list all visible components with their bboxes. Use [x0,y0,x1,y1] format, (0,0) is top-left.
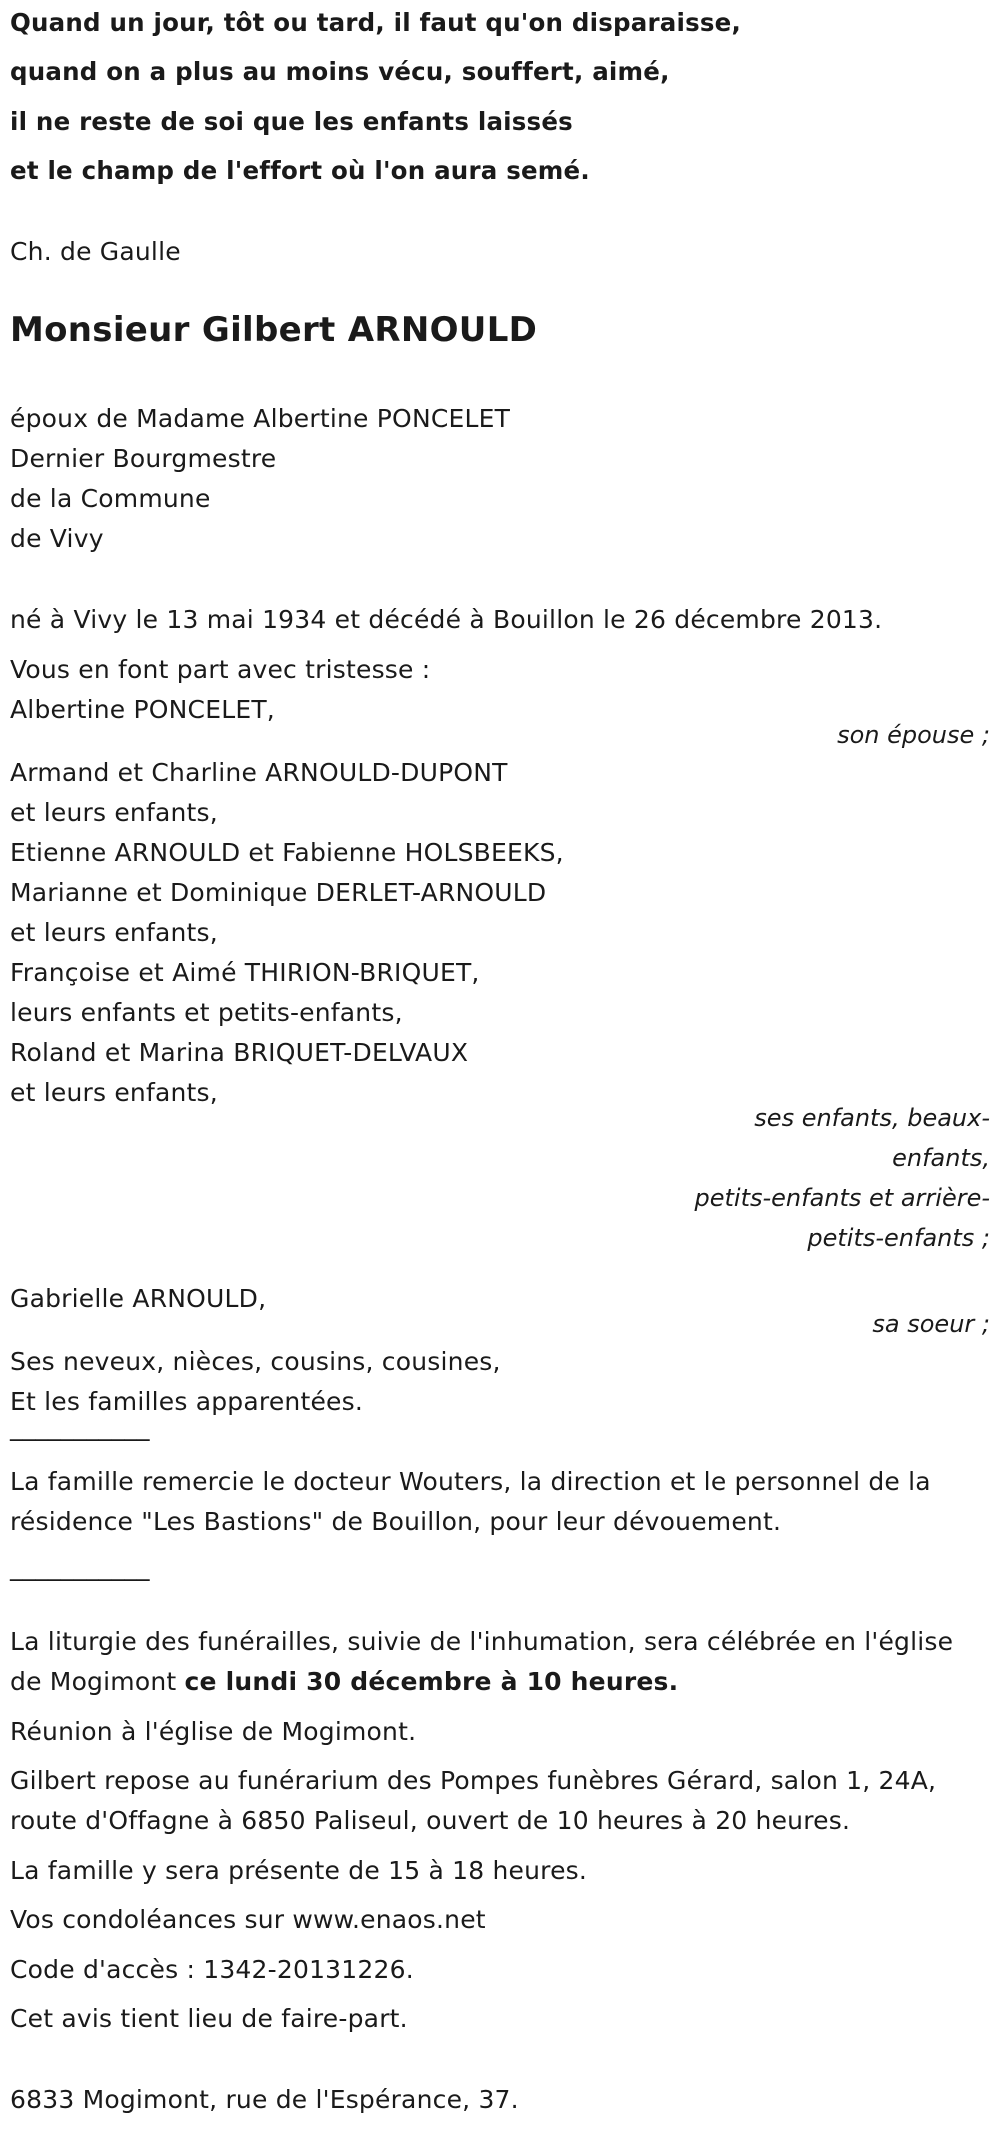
family-address: 6833 Mogimont, rue de l'Espérance, 37. [10,2085,519,2114]
poem-author: Ch. de Gaulle [10,237,181,266]
deceased-detail-4: de Vivy [10,524,104,553]
funeral-rest-2: route d'Offagne à 6850 Paliseul, ouvert de 10 heures à 20 heures. [10,1806,851,1835]
child-line-4: Marianne et Dominique DERLET-ARNOULD [10,878,547,907]
child-line-3: Etienne ARNOULD et Fabienne HOLSBEEKS, [10,838,564,867]
deceased-name: Monsieur Gilbert ARNOULD [10,310,538,350]
separator-2: ___________ [10,1552,150,1581]
access-code: Code d'accès : 1342-20131226. [10,1955,414,1984]
others-line-1: Ses neveux, nièces, cousins, cousines, [10,1347,501,1376]
child-line-8: Roland et Marina BRIQUET-DELVAUX [10,1038,469,1067]
child-line-2: et leurs enfants, [10,798,218,827]
thanks-line-1: La famille remercie le docteur Wouters, la direction et le personnel de la [10,1467,931,1496]
spouse-name: Albertine PONCELET, [10,695,275,724]
spouse-relation: son épouse ; [837,721,990,749]
notice-line: Cet avis tient lieu de faire-part. [10,2004,408,2033]
child-line-7: leurs enfants et petits-enfants, [10,998,403,1027]
thanks-line-2: résidence "Les Bastions" de Bouillon, pour leur dévouement. [10,1507,782,1536]
separator-1: ___________ [10,1412,150,1441]
condolences-line: Vos condoléances sur www.enaos.net [10,1905,486,1934]
funeral-line-1: La liturgie des funérailles, suivie de l'inhumation, sera célébrée en l'église [10,1627,954,1656]
poem-line-2: quand on a plus au moins vécu, souffert, aimé, [10,57,670,86]
deceased-detail-3: de la Commune [10,484,211,513]
announcement-intro: Vous en font part avec tristesse : [10,655,431,684]
children-relation-1: ses enfants, beaux-enfants, [754,1104,990,1172]
poem-line-3: il ne reste de soi que les enfants laissés [10,107,573,136]
funeral-date: ce lundi 30 décembre à 10 heures. [184,1667,679,1696]
funeral-meeting: Réunion à l'église de Mogimont. [10,1717,417,1746]
child-line-6: Françoise et Aimé THIRION-BRIQUET, [10,958,480,987]
funeral-rest-1: Gilbert repose au funérarium des Pompes funèbres Gérard, salon 1, 24A, [10,1766,937,1795]
funeral-place: de Mogimont [10,1667,185,1696]
children-relation-2: petits-enfants et arrière-petits-enfants ; [694,1184,990,1252]
child-line-1: Armand et Charline ARNOULD-DUPONT [10,758,508,787]
child-line-9: et leurs enfants, [10,1078,218,1107]
deceased-detail-2: Dernier Bourgmestre [10,444,277,473]
funeral-presence: La famille y sera présente de 15 à 18 heures. [10,1856,588,1885]
sister-name: Gabrielle ARNOULD, [10,1284,267,1313]
others-line-2: Et les familles apparentées. [10,1387,363,1416]
birth-death: né à Vivy le 13 mai 1934 et décédé à Bouillon le 26 décembre 2013. [10,605,883,634]
child-line-5: et leurs enfants, [10,918,218,947]
deceased-detail-1: époux de Madame Albertine PONCELET [10,404,511,433]
children-relation [680,1098,990,1258]
poem-line-4: et le champ de l'effort où l'on aura semé. [10,156,590,185]
sister-relation: sa soeur ; [872,1310,990,1338]
poem-line-1: Quand un jour, tôt ou tard, il faut qu'on disparaisse, [10,8,741,37]
funeral-line-2 [10,1667,678,1696]
